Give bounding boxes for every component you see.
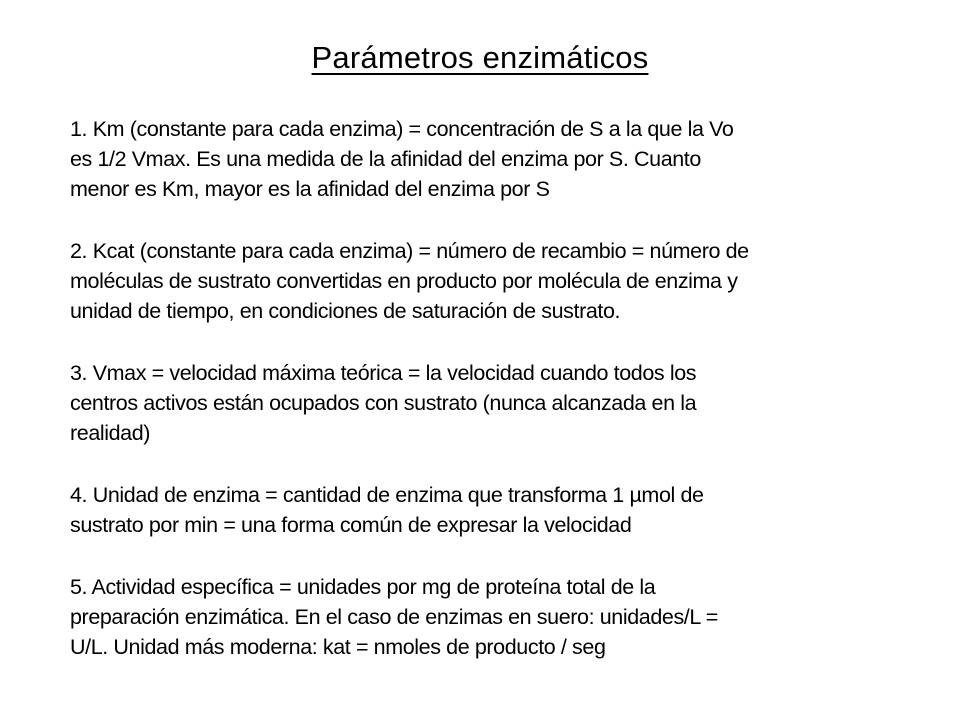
parameter-list: [70, 114, 900, 694]
text-line: 2. Kcat (constante para cada enzima) = número de recambio = número de: [70, 239, 749, 263]
text-line: menor es Km, mayor es la afinidad del enzima por S: [70, 177, 550, 201]
text-line: es 1/2 Vmax. Es una medida de la afinidad del enzima por S. Cuanto: [70, 147, 701, 171]
parameter-kcat: [70, 236, 900, 326]
text-line: unidad de tiempo, en condiciones de saturación de sustrato.: [70, 299, 621, 323]
text-line: U/L. Unidad más moderna: kat = nmoles de producto / seg: [70, 635, 606, 659]
text-line: sustrato por min = una forma común de expresar la velocidad: [70, 513, 632, 537]
parameter-enzyme-unit: [70, 480, 900, 540]
parameter-specific-activity: [70, 572, 900, 662]
text-line: moléculas de sustrato convertidas en producto por molécula de enzima y: [70, 269, 738, 293]
text-line: preparación enzimática. En el caso de enzimas en suero: unidades/L =: [70, 605, 718, 629]
text-line: 1. Km (constante para cada enzima) = concentración de S a la que la Vo: [70, 117, 734, 141]
text-line: 3. Vmax = velocidad máxima teórica = la velocidad cuando todos los: [70, 361, 697, 385]
text-line: centros activos están ocupados con sustrato (nunca alcanzada en la: [70, 391, 697, 415]
text-line: 4. Unidad de enzima = cantidad de enzima que transforma 1 µmol de: [70, 483, 704, 507]
slide-title: Parámetros enzimáticos: [311, 40, 649, 75]
parameter-km: [70, 114, 900, 204]
text-line: 5. Actividad específica = unidades por mg de proteína total de la: [70, 575, 656, 599]
text-line: realidad): [70, 421, 151, 445]
parameter-vmax: [70, 358, 900, 448]
